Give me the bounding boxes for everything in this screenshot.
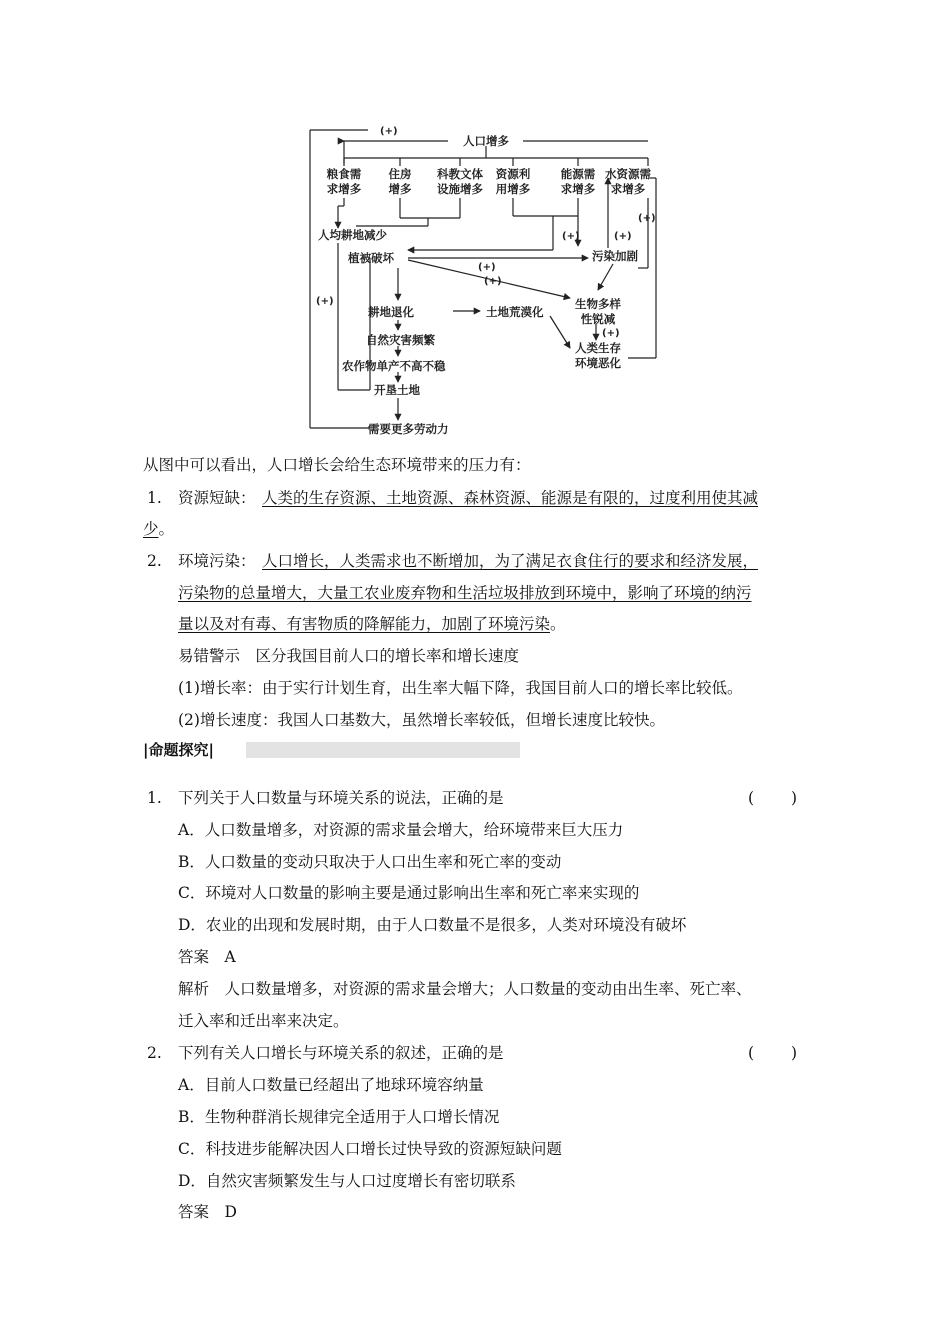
question-1-answer: 答案 A	[178, 948, 236, 966]
pressure-1-num: 1.	[147, 489, 162, 507]
pressure-2-line-1: 人口增长，人类需求也不断增加，为了满足衣食住行的要求和经济发展，	[262, 552, 759, 570]
node-water-1: 水资源需	[605, 167, 651, 181]
question-1-num: 1.	[147, 789, 162, 807]
question-1-stem: 下列关于人口数量与环境关系的说法，正确的是	[178, 789, 504, 807]
node-farmland-per-capita: 人均耕地减少	[318, 228, 387, 242]
pressure-2-line-2: 污染物的总量增大，大量工农业废弃物和生活垃圾排放到环境中，影响了环境的纳污	[178, 584, 752, 602]
pressure-2-tail: 。	[550, 615, 566, 633]
section-title: |命题探究|	[143, 740, 218, 760]
node-energy-2: 求增多	[560, 182, 596, 196]
node-food-2: 求增多	[326, 182, 362, 196]
question-2-option-c: C．科技进步能解决因人口增长过快导致的资源短缺问题	[178, 1140, 562, 1158]
node-housing-2: 增多	[388, 182, 412, 196]
node-housing-1: 住房	[388, 167, 412, 181]
node-energy-1: 能源需	[560, 167, 596, 181]
node-bio-1: 生物多样	[575, 297, 621, 311]
pressure-2-num: 2.	[147, 552, 162, 570]
question-1-analysis-1: 解析 人口数量增多，对资源的需求量会增大；人口数量的变动由出生率、死亡率、	[178, 980, 752, 998]
question-2-num: 2.	[147, 1044, 162, 1062]
node-reclaim: 开垦土地	[374, 383, 420, 397]
question-1-bracket: ( )	[748, 789, 800, 807]
node-farmland-degrade: 耕地退化	[368, 305, 414, 319]
warning-title: 易错警示 区分我国目前人口的增长率和增长速度	[178, 647, 520, 665]
node-edu-1: 科教文体	[437, 167, 483, 181]
plus-label: (+)	[484, 276, 502, 287]
warning-item-2: (2)增长速度：我国人口基数大，虽然增长率较低，但增长速度比较快。	[178, 711, 665, 729]
question-1-analysis-2: 迁入率和迁出率来决定。	[178, 1012, 349, 1030]
question-1-option-a: A．人口数量增多，对资源的需求量会增大，给环境带来巨大压力	[178, 821, 624, 839]
pressure-1-line-2: 少	[143, 520, 159, 538]
question-2-option-d: D．自然灾害频繁发生与人口过度增长有密切联系	[178, 1172, 516, 1190]
node-edu-2: 设施增多	[437, 182, 483, 196]
node-env-2: 环境恶化	[575, 356, 621, 370]
node-crop: 农作物单产不高不稳	[342, 359, 446, 373]
node-population: 人口增多	[463, 134, 509, 148]
node-water-2: 求增多	[610, 182, 646, 196]
node-desertification: 土地荒漠化	[486, 305, 544, 319]
warning-item-1: (1)增长率：由于实行计划生育，出生率大幅下降，我国目前人口的增长率比较低。	[178, 679, 743, 697]
node-env-1: 人类生存	[575, 341, 621, 355]
plus-label: (+)	[316, 296, 334, 307]
node-labor: 需要更多劳动力	[368, 422, 449, 436]
plus-label: (+)	[478, 262, 496, 273]
question-2-option-a: A．目前人口数量已经超出了地球环境容纳量	[178, 1076, 484, 1094]
node-resource-1: 资源利	[495, 167, 531, 181]
section-header-bar	[246, 742, 520, 758]
node-food-1: 粮食需	[326, 167, 362, 181]
pressure-1-tail: 。	[158, 520, 175, 538]
node-bio-2: 性锐减	[580, 312, 616, 326]
intro-text: 从图中可以看出，人口增长会给生态环境带来的压力有：	[143, 456, 531, 474]
pressure-1-line-1: 人类的生存资源、土地资源、森林资源、能源是有限的，过度利用使其减	[262, 489, 759, 507]
question-2-option-b: B．生物种群消长规律完全适用于人口增长情况	[178, 1108, 500, 1126]
question-1-option-d: D．农业的出现和发展时期，由于人口数量不是很多，人类对环境没有破坏	[178, 916, 687, 934]
question-1-option-b: B．人口数量的变动只取决于人口出生率和死亡率的变动	[178, 853, 562, 871]
node-disaster: 自然灾害频繁	[366, 333, 435, 347]
question-2-stem: 下列有关人口增长与环境关系的叙述，正确的是	[178, 1044, 504, 1062]
plus-label: (+)	[602, 328, 620, 339]
plus-label: (+)	[638, 213, 656, 224]
plus-label: (+)	[614, 231, 632, 242]
question-1-option-c: C．环境对人口数量的影响主要是通过影响出生率和死亡率来实现的	[178, 884, 640, 902]
population-environment-diagram	[308, 118, 670, 440]
pressure-2-label: 环境污染：	[178, 552, 256, 570]
pressure-1-label: 资源短缺：	[178, 489, 256, 507]
node-resource-2: 用增多	[495, 182, 531, 196]
pressure-2-line-3: 量以及对有毒、有害物质的降解能力，加剧了环境污染	[178, 615, 551, 633]
question-2-answer: 答案 D	[178, 1203, 237, 1221]
node-vegetation: 植被破坏	[348, 251, 394, 265]
question-2-bracket: ( )	[748, 1044, 800, 1062]
plus-label: (+)	[380, 126, 398, 137]
plus-label: (+)	[562, 231, 580, 242]
node-pollution: 污染加剧	[592, 249, 638, 263]
